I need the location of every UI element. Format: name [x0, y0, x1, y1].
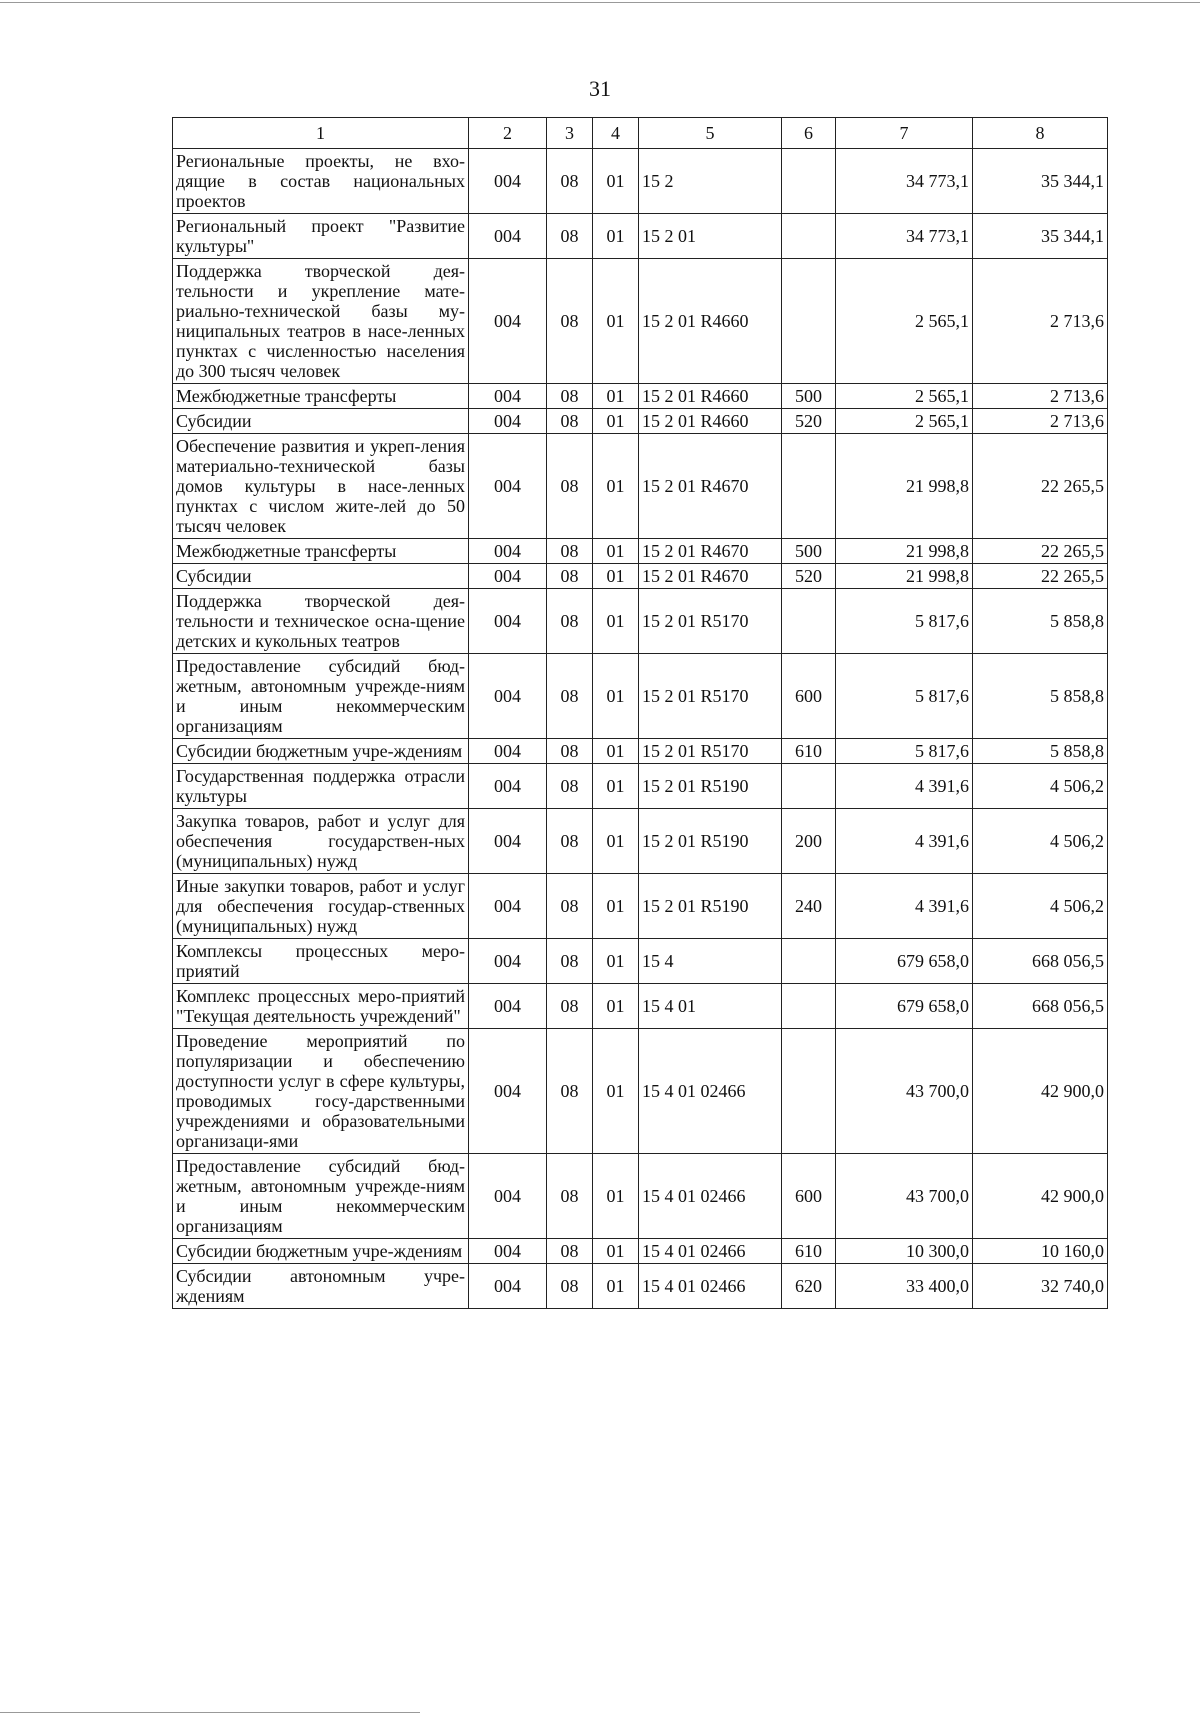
row-amount-year1-cell: 43 700,0	[836, 1154, 973, 1239]
header-col-2: 2	[469, 118, 547, 149]
row-section-cell: 08	[547, 654, 593, 739]
row-target-item-cell: 15 2 01 R4670	[639, 564, 782, 589]
table-row	[173, 764, 1108, 809]
row-amount-year1-cell: 2 565,1	[836, 259, 973, 384]
row-expense-type-cell: 520	[782, 409, 836, 434]
header-col-1: 1	[173, 118, 469, 149]
row-ministry-code-cell: 004	[469, 589, 547, 654]
row-subsection-cell: 01	[593, 809, 639, 874]
table-row	[173, 409, 1108, 434]
row-subsection-cell: 01	[593, 739, 639, 764]
row-expense-type-cell: 620	[782, 1264, 836, 1309]
table-row	[173, 874, 1108, 939]
row-amount-year2-cell: 35 344,1	[973, 214, 1108, 259]
row-amount-year1-cell: 2 565,1	[836, 409, 973, 434]
row-section-cell: 08	[547, 984, 593, 1029]
budget-table	[172, 117, 1108, 1309]
row-amount-year1-cell: 5 817,6	[836, 739, 973, 764]
row-ministry-code-cell: 004	[469, 939, 547, 984]
row-section-cell: 08	[547, 149, 593, 214]
row-amount-year1-cell: 21 998,8	[836, 434, 973, 539]
row-amount-year2-cell: 4 506,2	[973, 764, 1108, 809]
table-row	[173, 434, 1108, 539]
row-section-cell: 08	[547, 1154, 593, 1239]
row-expense-type-cell: 600	[782, 1154, 836, 1239]
row-section-cell: 08	[547, 434, 593, 539]
row-target-item-cell: 15 4 01 02466	[639, 1154, 782, 1239]
row-target-item-cell: 15 2 01 R4670	[639, 434, 782, 539]
row-amount-year2-cell: 5 858,8	[973, 739, 1108, 764]
row-name-cell: Субсидии бюджетным учре-ждениям	[173, 1239, 469, 1264]
row-target-item-cell: 15 2 01 R4660	[639, 409, 782, 434]
row-name-cell: Региональные проекты, не вхо-дящие в состав национальных проектов	[173, 149, 469, 214]
row-name-cell: Субсидии бюджетным учре-ждениям	[173, 739, 469, 764]
row-subsection-cell: 01	[593, 149, 639, 214]
table-row	[173, 149, 1108, 214]
row-ministry-code-cell: 004	[469, 984, 547, 1029]
header-col-8: 8	[973, 118, 1108, 149]
row-ministry-code-cell: 004	[469, 1264, 547, 1309]
row-amount-year1-cell: 679 658,0	[836, 984, 973, 1029]
row-amount-year2-cell: 35 344,1	[973, 149, 1108, 214]
row-amount-year1-cell: 5 817,6	[836, 589, 973, 654]
table-row	[173, 1154, 1108, 1239]
row-expense-type-cell: 500	[782, 539, 836, 564]
row-target-item-cell: 15 4 01	[639, 984, 782, 1029]
row-name-cell: Предоставление субсидий бюд-жетным, автономным учрежде-ниям и иным некоммерческим организациям	[173, 1154, 469, 1239]
row-subsection-cell: 01	[593, 539, 639, 564]
row-target-item-cell: 15 2 01 R5170	[639, 654, 782, 739]
row-name-cell: Государственная поддержка отрасли культуры	[173, 764, 469, 809]
row-target-item-cell: 15 2 01 R5190	[639, 874, 782, 939]
table-row	[173, 539, 1108, 564]
row-expense-type-cell	[782, 589, 836, 654]
table-row	[173, 259, 1108, 384]
row-amount-year2-cell: 4 506,2	[973, 809, 1108, 874]
row-section-cell: 08	[547, 874, 593, 939]
row-target-item-cell: 15 2 01 R4660	[639, 384, 782, 409]
row-name-cell: Комплекс процессных меро-приятий "Текущая деятельность учреждений"	[173, 984, 469, 1029]
row-subsection-cell: 01	[593, 654, 639, 739]
row-ministry-code-cell: 004	[469, 149, 547, 214]
row-section-cell: 08	[547, 384, 593, 409]
row-ministry-code-cell: 004	[469, 874, 547, 939]
row-subsection-cell: 01	[593, 434, 639, 539]
row-amount-year1-cell: 34 773,1	[836, 149, 973, 214]
row-expense-type-cell	[782, 984, 836, 1029]
row-expense-type-cell	[782, 434, 836, 539]
table-row	[173, 1239, 1108, 1264]
row-target-item-cell: 15 2 01 R4670	[639, 539, 782, 564]
row-target-item-cell: 15 2 01 R5170	[639, 589, 782, 654]
row-expense-type-cell: 610	[782, 739, 836, 764]
row-subsection-cell: 01	[593, 874, 639, 939]
table-row	[173, 589, 1108, 654]
row-amount-year2-cell: 10 160,0	[973, 1239, 1108, 1264]
row-amount-year2-cell: 42 900,0	[973, 1029, 1108, 1154]
header-col-4: 4	[593, 118, 639, 149]
row-name-cell: Региональный проект "Развитие культуры"	[173, 214, 469, 259]
row-amount-year1-cell: 4 391,6	[836, 809, 973, 874]
row-amount-year1-cell: 4 391,6	[836, 764, 973, 809]
row-section-cell: 08	[547, 764, 593, 809]
row-section-cell: 08	[547, 1239, 593, 1264]
row-amount-year2-cell: 5 858,8	[973, 589, 1108, 654]
row-target-item-cell: 15 2 01	[639, 214, 782, 259]
row-section-cell: 08	[547, 539, 593, 564]
row-amount-year1-cell: 2 565,1	[836, 384, 973, 409]
row-amount-year1-cell: 43 700,0	[836, 1029, 973, 1154]
row-ministry-code-cell: 004	[469, 764, 547, 809]
row-name-cell: Предоставление субсидий бюд-жетным, автономным учрежде-ниям и иным некоммерческим организациям	[173, 654, 469, 739]
row-name-cell: Закупка товаров, работ и услуг для обеспечения государствен-ных (муниципальных) нужд	[173, 809, 469, 874]
row-subsection-cell: 01	[593, 384, 639, 409]
row-expense-type-cell: 520	[782, 564, 836, 589]
row-subsection-cell: 01	[593, 589, 639, 654]
row-subsection-cell: 01	[593, 939, 639, 984]
row-target-item-cell: 15 2 01 R5190	[639, 764, 782, 809]
table-row	[173, 214, 1108, 259]
row-target-item-cell: 15 2	[639, 149, 782, 214]
row-expense-type-cell: 240	[782, 874, 836, 939]
header-col-5: 5	[639, 118, 782, 149]
row-amount-year2-cell: 22 265,5	[973, 564, 1108, 589]
row-subsection-cell: 01	[593, 1154, 639, 1239]
row-ministry-code-cell: 004	[469, 654, 547, 739]
table-body	[173, 149, 1108, 1309]
row-amount-year1-cell: 21 998,8	[836, 539, 973, 564]
row-name-cell: Поддержка творческой дея-тельности и укрепление мате-риально-технической базы му-ниципальных театров в насе-ленных пунктах с численностью населения до 300 тысяч человек	[173, 259, 469, 384]
row-amount-year2-cell: 32 740,0	[973, 1264, 1108, 1309]
table-row	[173, 1264, 1108, 1309]
row-ministry-code-cell: 004	[469, 739, 547, 764]
row-expense-type-cell: 200	[782, 809, 836, 874]
table-row	[173, 654, 1108, 739]
row-ministry-code-cell: 004	[469, 1029, 547, 1154]
row-subsection-cell: 01	[593, 564, 639, 589]
row-expense-type-cell: 610	[782, 1239, 836, 1264]
row-ministry-code-cell: 004	[469, 384, 547, 409]
row-amount-year2-cell: 668 056,5	[973, 984, 1108, 1029]
row-amount-year1-cell: 34 773,1	[836, 214, 973, 259]
row-name-cell: Субсидии автономным учре-ждениям	[173, 1264, 469, 1309]
row-name-cell: Поддержка творческой дея-тельности и техническое осна-щение детских и кукольных театров	[173, 589, 469, 654]
table-row	[173, 739, 1108, 764]
row-amount-year2-cell: 22 265,5	[973, 539, 1108, 564]
row-name-cell: Проведение мероприятий по популяризации и обеспечению доступности услуг в сфере культуры, проводимых госу-дарственными учреждениями и образовательными организаци-ями	[173, 1029, 469, 1154]
row-target-item-cell: 15 4 01 02466	[639, 1264, 782, 1309]
row-section-cell: 08	[547, 589, 593, 654]
row-subsection-cell: 01	[593, 984, 639, 1029]
table-row	[173, 564, 1108, 589]
scan-artifact-top	[0, 2, 1200, 3]
row-target-item-cell: 15 4 01 02466	[639, 1239, 782, 1264]
row-ministry-code-cell: 004	[469, 214, 547, 259]
row-section-cell: 08	[547, 259, 593, 384]
row-ministry-code-cell: 004	[469, 1239, 547, 1264]
row-name-cell: Субсидии	[173, 409, 469, 434]
row-subsection-cell: 01	[593, 409, 639, 434]
row-name-cell: Обеспечение развития и укреп-ления материально-технической базы домов культуры в насе-ленных пунктах с числом жите-лей до 50 тысяч человек	[173, 434, 469, 539]
row-target-item-cell: 15 2 01 R5190	[639, 809, 782, 874]
row-amount-year1-cell: 21 998,8	[836, 564, 973, 589]
row-expense-type-cell	[782, 259, 836, 384]
table-row	[173, 939, 1108, 984]
header-row	[173, 118, 1108, 149]
row-amount-year1-cell: 679 658,0	[836, 939, 973, 984]
row-expense-type-cell: 600	[782, 654, 836, 739]
row-amount-year1-cell: 4 391,6	[836, 874, 973, 939]
row-subsection-cell: 01	[593, 1029, 639, 1154]
row-amount-year2-cell: 2 713,6	[973, 384, 1108, 409]
row-amount-year2-cell: 4 506,2	[973, 874, 1108, 939]
page-number: 31	[589, 76, 611, 101]
row-section-cell: 08	[547, 809, 593, 874]
row-section-cell: 08	[547, 1029, 593, 1154]
row-section-cell: 08	[547, 409, 593, 434]
row-expense-type-cell	[782, 1029, 836, 1154]
row-ministry-code-cell: 004	[469, 809, 547, 874]
row-section-cell: 08	[547, 1264, 593, 1309]
row-section-cell: 08	[547, 214, 593, 259]
row-ministry-code-cell: 004	[469, 409, 547, 434]
row-amount-year2-cell: 668 056,5	[973, 939, 1108, 984]
row-amount-year2-cell: 22 265,5	[973, 434, 1108, 539]
row-expense-type-cell	[782, 939, 836, 984]
row-amount-year2-cell: 42 900,0	[973, 1154, 1108, 1239]
row-subsection-cell: 01	[593, 214, 639, 259]
header-col-3: 3	[547, 118, 593, 149]
row-section-cell: 08	[547, 564, 593, 589]
row-subsection-cell: 01	[593, 1239, 639, 1264]
row-amount-year2-cell: 5 858,8	[973, 654, 1108, 739]
row-ministry-code-cell: 004	[469, 564, 547, 589]
row-name-cell: Комплексы процессных меро-приятий	[173, 939, 469, 984]
row-ministry-code-cell: 004	[469, 1154, 547, 1239]
row-expense-type-cell	[782, 149, 836, 214]
row-subsection-cell: 01	[593, 764, 639, 809]
row-section-cell: 08	[547, 739, 593, 764]
row-target-item-cell: 15 4 01 02466	[639, 1029, 782, 1154]
header-col-7: 7	[836, 118, 973, 149]
table-row	[173, 1029, 1108, 1154]
row-subsection-cell: 01	[593, 1264, 639, 1309]
row-ministry-code-cell: 004	[469, 259, 547, 384]
header-col-6: 6	[782, 118, 836, 149]
scan-artifact-bottom	[0, 1712, 420, 1713]
table-row	[173, 809, 1108, 874]
row-target-item-cell: 15 2 01 R4660	[639, 259, 782, 384]
row-amount-year1-cell: 5 817,6	[836, 654, 973, 739]
row-ministry-code-cell: 004	[469, 434, 547, 539]
row-name-cell: Иные закупки товаров, работ и услуг для обеспечения государ-ственных (муниципальных) нужд	[173, 874, 469, 939]
row-amount-year2-cell: 2 713,6	[973, 259, 1108, 384]
row-name-cell: Межбюджетные трансферты	[173, 384, 469, 409]
row-expense-type-cell: 500	[782, 384, 836, 409]
row-expense-type-cell	[782, 764, 836, 809]
row-section-cell: 08	[547, 939, 593, 984]
row-subsection-cell: 01	[593, 259, 639, 384]
row-amount-year1-cell: 33 400,0	[836, 1264, 973, 1309]
row-name-cell: Субсидии	[173, 564, 469, 589]
row-target-item-cell: 15 2 01 R5170	[639, 739, 782, 764]
row-name-cell: Межбюджетные трансферты	[173, 539, 469, 564]
table-row	[173, 384, 1108, 409]
row-ministry-code-cell: 004	[469, 539, 547, 564]
table-row	[173, 984, 1108, 1029]
row-amount-year2-cell: 2 713,6	[973, 409, 1108, 434]
row-expense-type-cell	[782, 214, 836, 259]
row-amount-year1-cell: 10 300,0	[836, 1239, 973, 1264]
row-target-item-cell: 15 4	[639, 939, 782, 984]
